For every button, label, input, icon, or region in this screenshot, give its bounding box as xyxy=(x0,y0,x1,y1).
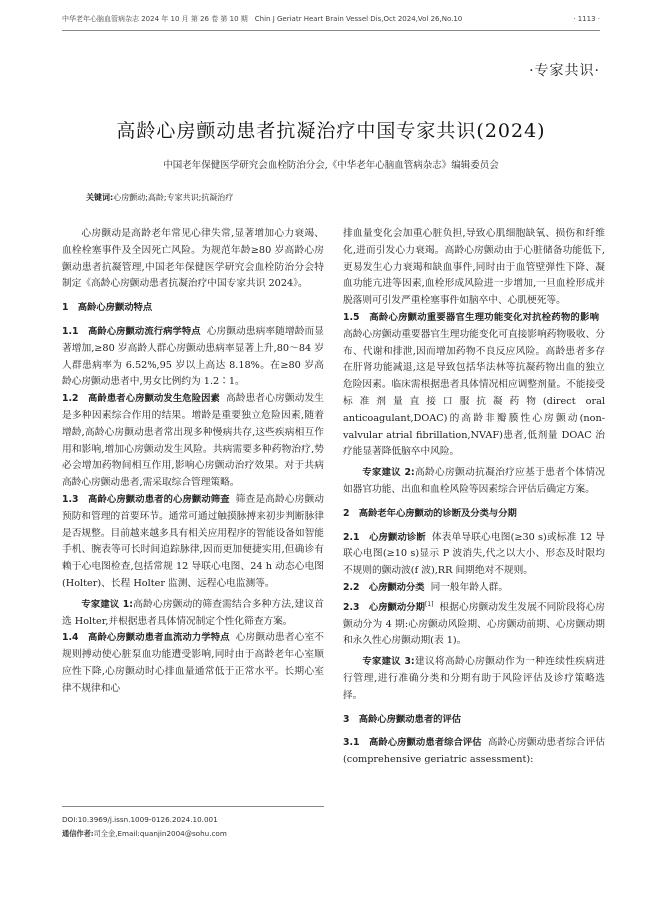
paragraph-1-3 xyxy=(62,492,324,593)
rec3-label: 专家建议 3: xyxy=(362,656,415,668)
heading-2-3-text: 2.3 心房颤动分期 xyxy=(343,601,425,613)
heading-1-2: 1.2 高龄患者心房颤动发生危险因素 xyxy=(62,393,220,405)
heading-1-4: 1.4 高龄心房颤动患者血流动力学特点 xyxy=(62,632,230,644)
recommendation-2 xyxy=(343,465,605,499)
heading-section-3: 3 高龄心房颤动患者的评估 xyxy=(343,713,462,725)
authors: 中国老年保健医学研究会血栓防治分会,《中华老年心脑血管病杂志》编辑委员会 xyxy=(163,160,499,171)
recommendation-1 xyxy=(62,597,324,631)
heading-2-2: 2.2 心房颤动分类 xyxy=(343,581,425,593)
paragraph-2-1 xyxy=(343,530,605,580)
heading-section-2: 2 高龄老年心房颤动的诊断及分类与分期 xyxy=(343,507,517,519)
author-label: 通信作者: xyxy=(62,829,94,838)
page-number: · 1113 · xyxy=(573,15,600,23)
text-1-5: 高龄心房颤动重要器官生理功能变化可直接影响药物吸收、分布、代谢和排泄,因而增加药物不良反应风险。高龄患者多存在肝肾功能减退,这是导致包括华法林等抗凝药物出血的独立危险因素。临床需根据患者具体情况相应调整剂量。不能接受标准剂量直接口服抗凝药物(direct oral anticoagulant,DOAC)的高龄非瓣膜性心房颤动(non-valvular atrial fibrillation,NVAF)患者,低剂量 DOAC 治疗能显著降低脑卒中风险。 xyxy=(343,328,605,458)
text-1-3: 筛查是高龄心房颤动预防和管理的首要环节。通常可通过触摸脉搏来初步判断脉律是否规整。目前越来越多具有相关应用程序的智能设备如智能手机、腕表等可长时间追踪脉律,因而更加便捷实用,但确诊有赖于心电图检查,包括常规 12 导联心电图、24 h 动态心电图(Holter)、长程 Holter 监测、远程心电监测等。 xyxy=(62,493,324,589)
keywords-label: 关键词: xyxy=(86,193,114,202)
heading-1-5: 1.5 高龄心房颤动重要器官生理功能变化对抗栓药物的影响 xyxy=(343,311,599,323)
heading-section-1: 1 高龄心房颤动特点 xyxy=(62,302,153,314)
paragraph-3-1 xyxy=(343,735,605,769)
text-1-1: 心房颤动患病率随增龄而显著增加,≥80 岁高龄人群心房颤动患病率显著上升,80～84 岁人群患病率为 6.52%,95 岁以上高达 8.18%。在≥80 岁高龄心房颤动患者中,男女比例约为 1.2∶1。 xyxy=(62,325,324,388)
heading-1-3: 1.3 高龄心房颤动患者的心房颤动筛查 xyxy=(62,493,230,505)
author-text: 司全金,Email:quanjin2004@sohu.com xyxy=(93,829,227,838)
paragraph-1-4 xyxy=(62,630,324,697)
journal-citation: 中华老年心脑血管病杂志 2024 年 10 月 第 26 卷 第 10 期 Chin J Geriatr Heart Brain Vessel Dis,Oct 2024,Vol 26,No.10 xyxy=(62,15,463,23)
rec3-text: 建议将高龄心房颤动作为一种连续性疾病进行管理,进行准确分类和分期有助于风险评估及诊疗策略选择。 xyxy=(343,656,605,701)
rec1-text: 高龄心房颤动的筛查需结合多种方法,建议首选 Holter,并根据患者具体情况制定个性化筛查方案。 xyxy=(62,598,324,627)
keywords xyxy=(86,192,233,203)
corresponding-author xyxy=(62,827,324,841)
continued-paragraph: 排血量变化会加重心脏负担,导致心肌细胞缺氧、损伤和纤维化,进而引发心力衰竭。高龄心房颤动由于心脏储备功能低下,更易发生心力衰竭和缺血事件,同时由于血管壁弹性下降、凝血功能亢进等因素,血栓形成风险进一步增加,一旦血栓形成并脱落则可引发严重栓塞事件如脑卒中、心肌梗死等。 xyxy=(343,228,605,307)
left-column xyxy=(62,226,324,698)
paragraph-1-5 xyxy=(343,310,605,461)
heading-2-3 xyxy=(343,602,433,613)
text-3-1: 高龄心房颤动患者综合评估(comprehensive geriatric assessment): xyxy=(343,737,605,766)
doi-line: DOI:10.3969/j.issn.1009-0126.2024.10.001 xyxy=(62,815,218,824)
text-1-4: 心房颤动患者心室不规则搏动使心脏泵血功能遭受影响,同时由于高龄老年心室顺应性下降,心房颤动时心排血量通常低于正常水平。长期心室律不规律和心 xyxy=(62,632,324,694)
text-1-2: 高龄患者心房颤动发生是多种因素综合作用的结果。增龄是重要独立危险因素,随着增龄,高龄心房颤动患者常出现多种慢病共存,这些疾病相互作用和影响,增加心房颤动发生风险。共病需要多种药物治疗,势必会增加药物间相互作用,影响心房颤动治疗效果。对于共病高龄心房颤动患者,需采取综合管理策略。 xyxy=(62,393,324,489)
heading-2-1: 2.1 心房颤动诊断 xyxy=(343,531,426,543)
footnote xyxy=(62,806,324,841)
section-label: ·专家共识· xyxy=(529,63,600,79)
rec2-text: 高龄心房颤动抗凝治疗应基于患者个体情况如器官功能、出血和血栓风险等因素综合评估后确定方案。 xyxy=(343,467,605,495)
running-header xyxy=(62,8,600,31)
paragraph-1-2 xyxy=(62,391,324,492)
keywords-text: 心房颤动;高龄;专家共识;抗凝治疗 xyxy=(113,193,234,202)
citation-ref: [1] xyxy=(424,600,434,608)
right-column xyxy=(343,226,605,769)
text-2-1: 体表单导联心电图(≥30 s)或标准 12 导联心电图(≥10 s)显示 P 波消失,代之以大小、形态及时限均不规则的颤动波(f 波),RR 间期绝对不规则。 xyxy=(343,531,605,577)
intro-paragraph: 心房颤动是高龄老年常见心律失常,显著增加心力衰竭、血栓栓塞事件及全因死亡风险。为规范年龄≥80 岁高龄心房颤动患者抗凝管理,中国老年保健医学研究会血栓防治分会特制定《高龄心房颤动患者抗凝治疗中国专家共识 2024》。 xyxy=(62,228,324,290)
recommendation-3 xyxy=(343,654,605,704)
rec1-label: 专家建议 1: xyxy=(81,598,133,610)
text-2-2: 同一般年龄人群。 xyxy=(430,581,509,593)
text-2-3: 根据心房颤动发生发展不同阶段将心房颤动分为 4 期:心房颤动风险期、心房颤动前期、心房颤动期和永久性心房颤动期(表 1)。 xyxy=(343,601,605,647)
paper-title: 高龄心房颤动患者抗凝治疗中国专家共识(2024) xyxy=(116,120,546,142)
paragraph-1-1 xyxy=(62,324,324,391)
paragraph-2-3 xyxy=(343,597,605,650)
rec2-label: 专家建议 2: xyxy=(362,467,415,479)
heading-3-1: 3.1 高龄心房颤动患者综合评估 xyxy=(343,737,482,749)
heading-1-1: 1.1 高龄心房颤动流行病学特点 xyxy=(62,325,201,337)
paragraph-2-2 xyxy=(343,580,605,597)
